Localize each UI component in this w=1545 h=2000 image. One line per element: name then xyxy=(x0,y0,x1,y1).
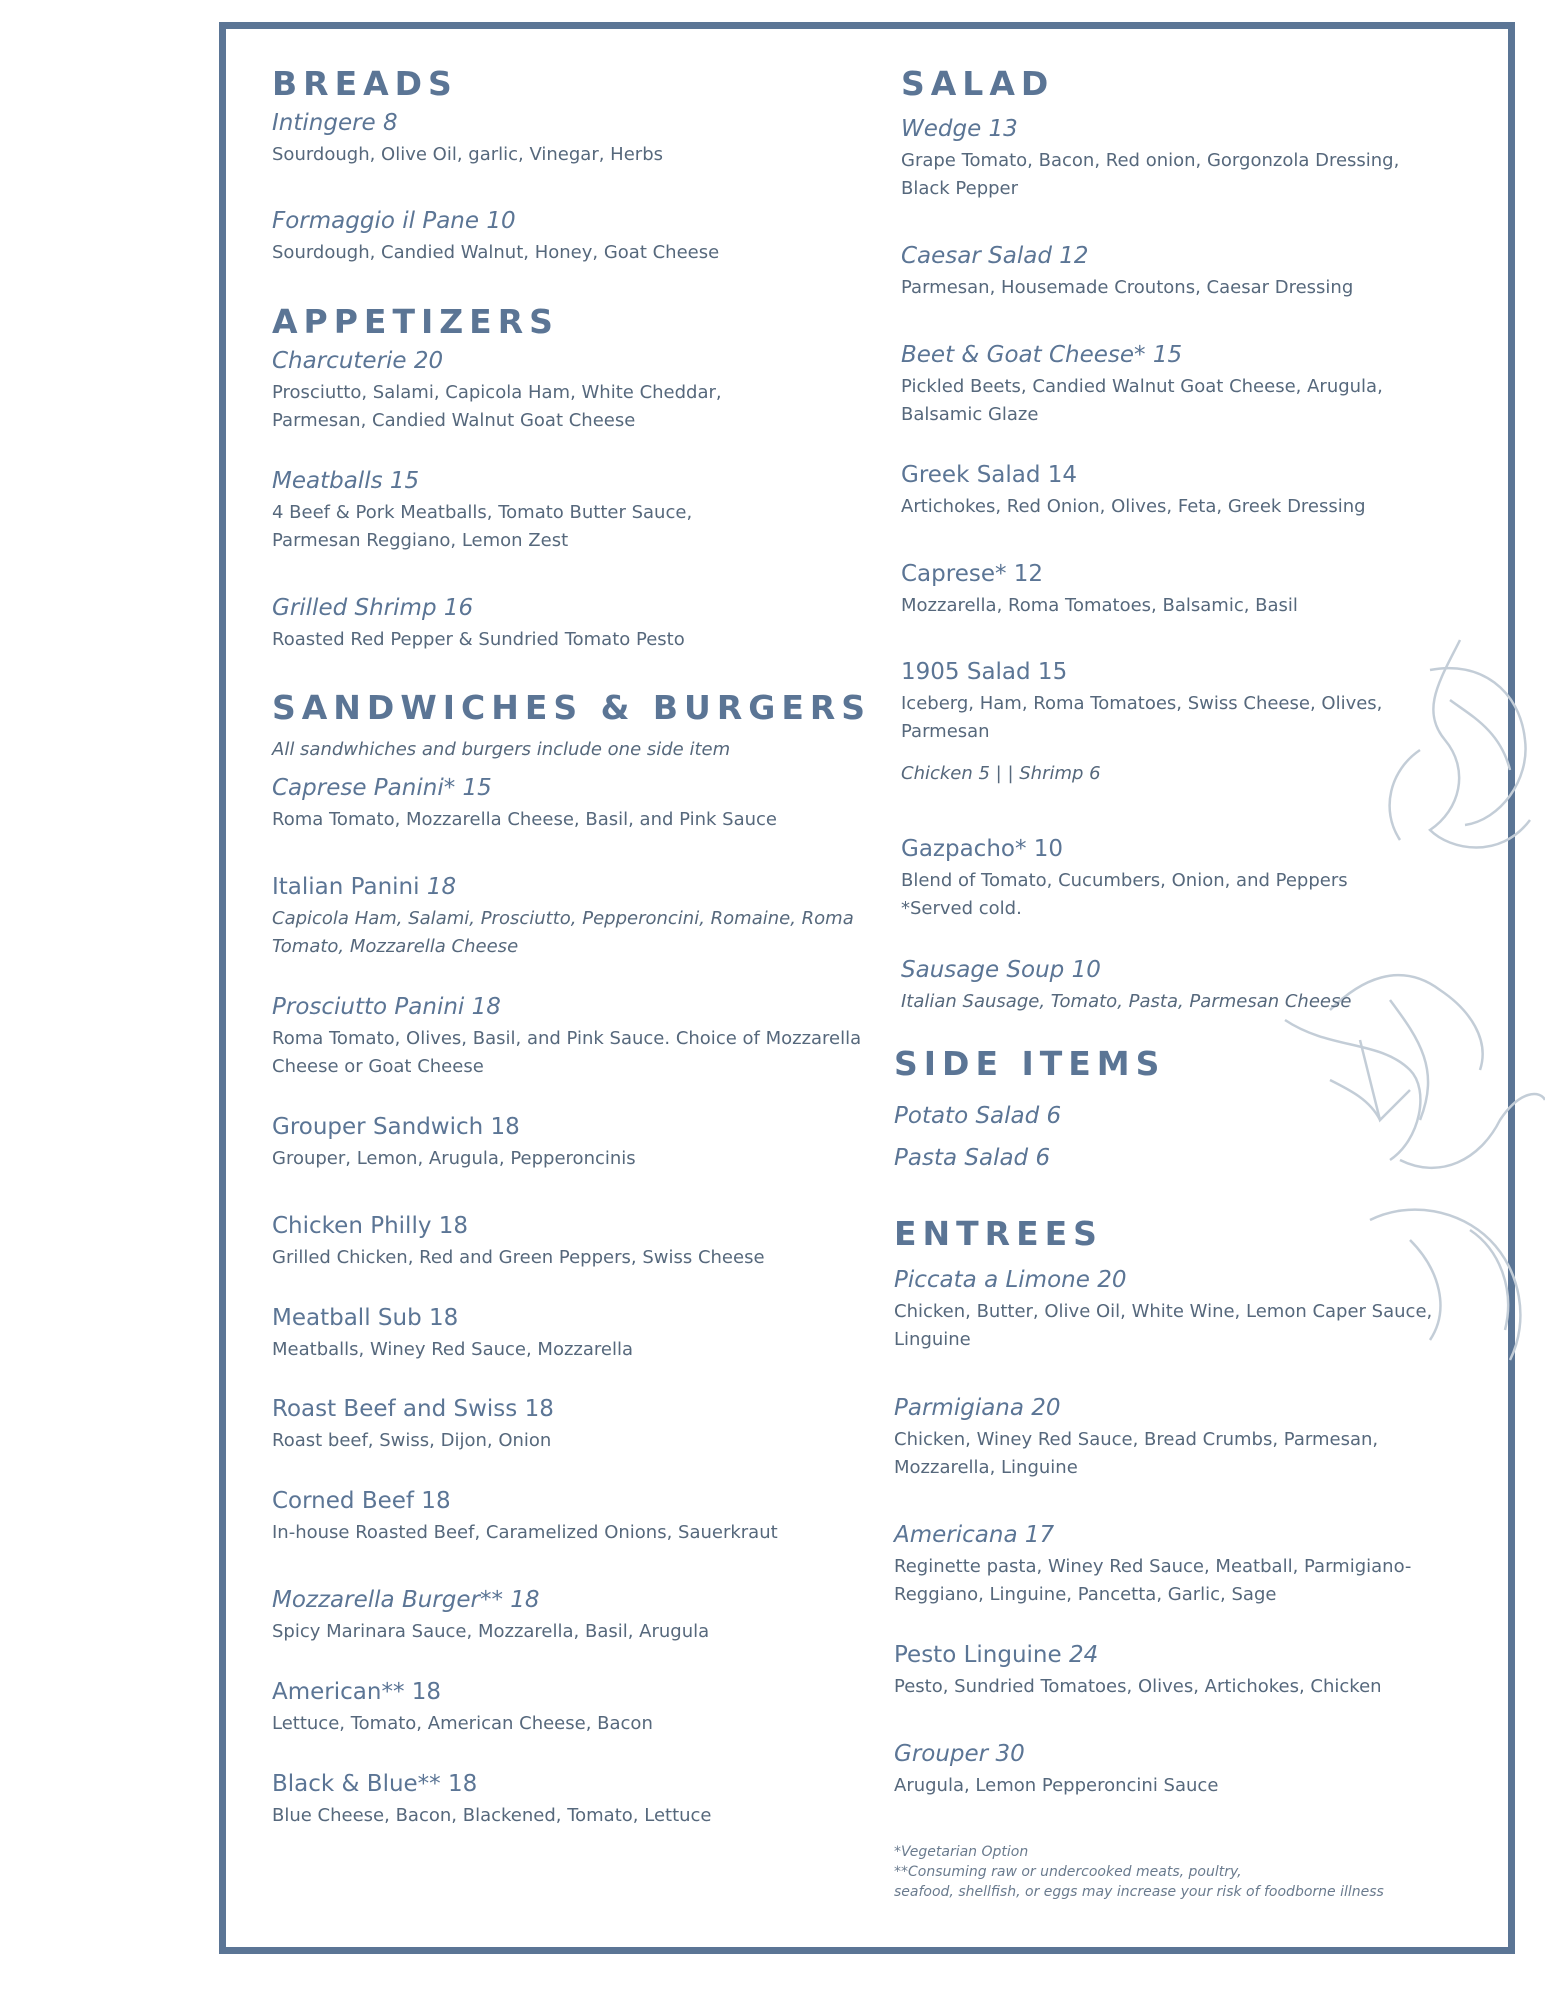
menu-item-desc: Blend of Tomato, Cucumbers, Onion, and Peppers xyxy=(901,870,1348,891)
menu-item-desc: Chicken, Butter, Olive Oil, White Wine, Lemon Caper Sauce, Linguine xyxy=(894,1301,1433,1350)
salad-heading: SALAD xyxy=(901,64,1055,103)
footnotes xyxy=(894,1842,1454,1902)
menu-item-desc: Lettuce, Tomato, American Cheese, Bacon xyxy=(272,1713,653,1734)
side-item: Pasta Salad 6 xyxy=(894,1145,1051,1171)
menu-item-desc: Capicola Ham, Salami, Prosciutto, Pepperoncini, Romaine, Roma Tomato, Mozzarella Cheese xyxy=(272,908,854,957)
breads-heading: BREADS xyxy=(272,64,458,103)
appetizers-heading: APPETIZERS xyxy=(272,302,559,341)
menu-item-desc: Spicy Marinara Sauce, Mozzarella, Basil, Arugula xyxy=(272,1621,710,1642)
menu-item-title: Wedge 13 xyxy=(901,116,1018,142)
menu-item-desc: Chicken, Winey Red Sauce, Bread Crumbs, Parmesan, Mozzarella, Linguine xyxy=(894,1429,1379,1478)
menu-item-desc: Roasted Red Pepper & Sundried Tomato Pesto xyxy=(272,629,685,650)
menu-item-price: 18 xyxy=(426,874,457,900)
menu-item-title: Parmigiana 20 xyxy=(894,1395,1061,1421)
menu-item-desc: Pesto, Sundried Tomatoes, Olives, Artichokes, Chicken xyxy=(894,1676,1382,1697)
menu-item-desc: Mozzarella, Roma Tomatoes, Balsamic, Basil xyxy=(901,595,1298,616)
menu-item-desc: Grouper, Lemon, Arugula, Pepperoncinis xyxy=(272,1148,636,1169)
menu-item-title: Formaggio il Pane 10 xyxy=(272,208,516,234)
menu-item-title: Chicken Philly 18 xyxy=(272,1213,469,1239)
menu-item-title: 1905 Salad 15 xyxy=(901,659,1068,685)
menu-item-title: Americana 17 xyxy=(894,1522,1055,1548)
menu-item-desc: Grape Tomato, Bacon, Red onion, Gorgonzola Dressing, Black Pepper xyxy=(901,150,1400,199)
sandwiches-heading: SANDWICHES & BURGERS xyxy=(272,688,872,727)
menu-item-title: Grouper Sandwich 18 xyxy=(272,1114,520,1140)
menu-item-title: Pesto Linguine 24 xyxy=(894,1642,1099,1668)
menu-item-title: Sausage Soup 10 xyxy=(901,957,1101,983)
menu-item-desc: Grilled Chicken, Red and Green Peppers, Swiss Cheese xyxy=(272,1247,765,1268)
menu-item-title: Greek Salad 14 xyxy=(901,462,1078,488)
menu-item-title: Mozzarella Burger** 18 xyxy=(272,1587,540,1613)
menu-item-desc: Blue Cheese, Bacon, Blackened, Tomato, Lettuce xyxy=(272,1805,712,1826)
menu-item-desc: Roma Tomato, Olives, Basil, and Pink Sauce. Choice of Mozzarella Cheese or Goat Cheese xyxy=(272,1028,862,1077)
footnote-vegetarian: *Vegetarian Option xyxy=(894,1844,1029,1860)
menu-item-title: Intingere 8 xyxy=(272,110,398,136)
menu-item-title: Corned Beef 18 xyxy=(272,1488,451,1514)
menu-item-desc: Meatballs, Winey Red Sauce, Mozzarella xyxy=(272,1339,634,1360)
menu-item-title: American** 18 xyxy=(272,1679,442,1705)
menu-item-desc: Sourdough, Olive Oil, garlic, Vinegar, Herbs xyxy=(272,144,663,165)
menu-item-title: Italian Panini 18 xyxy=(272,874,457,900)
footnote-consumption-warning-cont: seafood, shellfish, or eggs may increase your risk of foodborne illness xyxy=(894,1884,1384,1900)
menu-item-title: Gazpacho* 10 xyxy=(901,836,1064,862)
menu-item-title: Caesar Salad 12 xyxy=(901,243,1089,269)
side-item: Potato Salad 6 xyxy=(894,1103,1062,1129)
menu-item-desc: Pickled Beets, Candied Walnut Goat Cheese, Arugula, Balsamic Glaze xyxy=(901,376,1383,425)
menu-item-title: Black & Blue** 18 xyxy=(272,1771,478,1797)
menu-item-title: Grilled Shrimp 16 xyxy=(272,595,474,621)
menu-item-price: 24 xyxy=(1068,1642,1099,1668)
sandwiches-note: All sandwhiches and burgers include one side item xyxy=(272,739,731,760)
menu-item-desc: Roast beef, Swiss, Dijon, Onion xyxy=(272,1430,552,1451)
menu-item-title: Prosciutto Panini 18 xyxy=(272,994,501,1020)
menu-item-desc: Arugula, Lemon Pepperoncini Sauce xyxy=(894,1775,1219,1796)
menu-item-title: Meatball Sub 18 xyxy=(272,1305,459,1331)
menu-item-title: Grouper 30 xyxy=(894,1741,1025,1767)
menu-item-desc: Parmesan, Housemade Croutons, Caesar Dressing xyxy=(901,277,1354,298)
menu-item-desc: Artichokes, Red Onion, Olives, Feta, Greek Dressing xyxy=(901,496,1366,517)
menu-item-title: Charcuterie 20 xyxy=(272,348,444,374)
menu-item-desc: Iceberg, Ham, Roma Tomatoes, Swiss Cheese, Olives, Parmesan xyxy=(901,693,1383,742)
menu-item-desc: Sourdough, Candied Walnut, Honey, Goat Cheese xyxy=(272,242,720,263)
menu-item-desc: 4 Beef & Pork Meatballs, Tomato Butter Sauce, Parmesan Reggiano, Lemon Zest xyxy=(272,502,693,551)
menu-item-desc: Roma Tomato, Mozzarella Cheese, Basil, and Pink Sauce xyxy=(272,809,777,830)
menu-item-title: Piccata a Limone 20 xyxy=(894,1267,1127,1293)
menu-item-desc: Italian Sausage, Tomato, Pasta, Parmesan Cheese xyxy=(901,991,1352,1012)
menu-item-title: Beet & Goat Cheese* 15 xyxy=(901,342,1183,368)
side-items-heading: SIDE ITEMS xyxy=(894,1044,1166,1083)
menu-item-title: Caprese* 12 xyxy=(901,561,1044,587)
menu-item-desc: Reginette pasta, Winey Red Sauce, Meatball, Parmigiano-Reggiano, Linguine, Pancetta, Garlic, Sage xyxy=(894,1556,1412,1605)
menu-item-title: Caprese Panini* 15 xyxy=(272,775,492,801)
menu-item-desc: *Served cold. xyxy=(901,898,1022,919)
menu-item-title: Roast Beef and Swiss 18 xyxy=(272,1396,554,1422)
footnote-consumption-warning: **Consuming raw or undercooked meats, poultry, xyxy=(894,1864,1242,1880)
menu-item-title: Meatballs 15 xyxy=(272,468,420,494)
salad-addons: Chicken 5 | | Shrimp 6 xyxy=(901,763,1101,784)
entrees-heading: ENTREES xyxy=(894,1214,1103,1253)
menu-item-desc: In-house Roasted Beef, Caramelized Onions, Sauerkraut xyxy=(272,1522,778,1543)
menu-item-desc: Prosciutto, Salami, Capicola Ham, White Cheddar, Parmesan, Candied Walnut Goat Cheese xyxy=(272,382,722,431)
